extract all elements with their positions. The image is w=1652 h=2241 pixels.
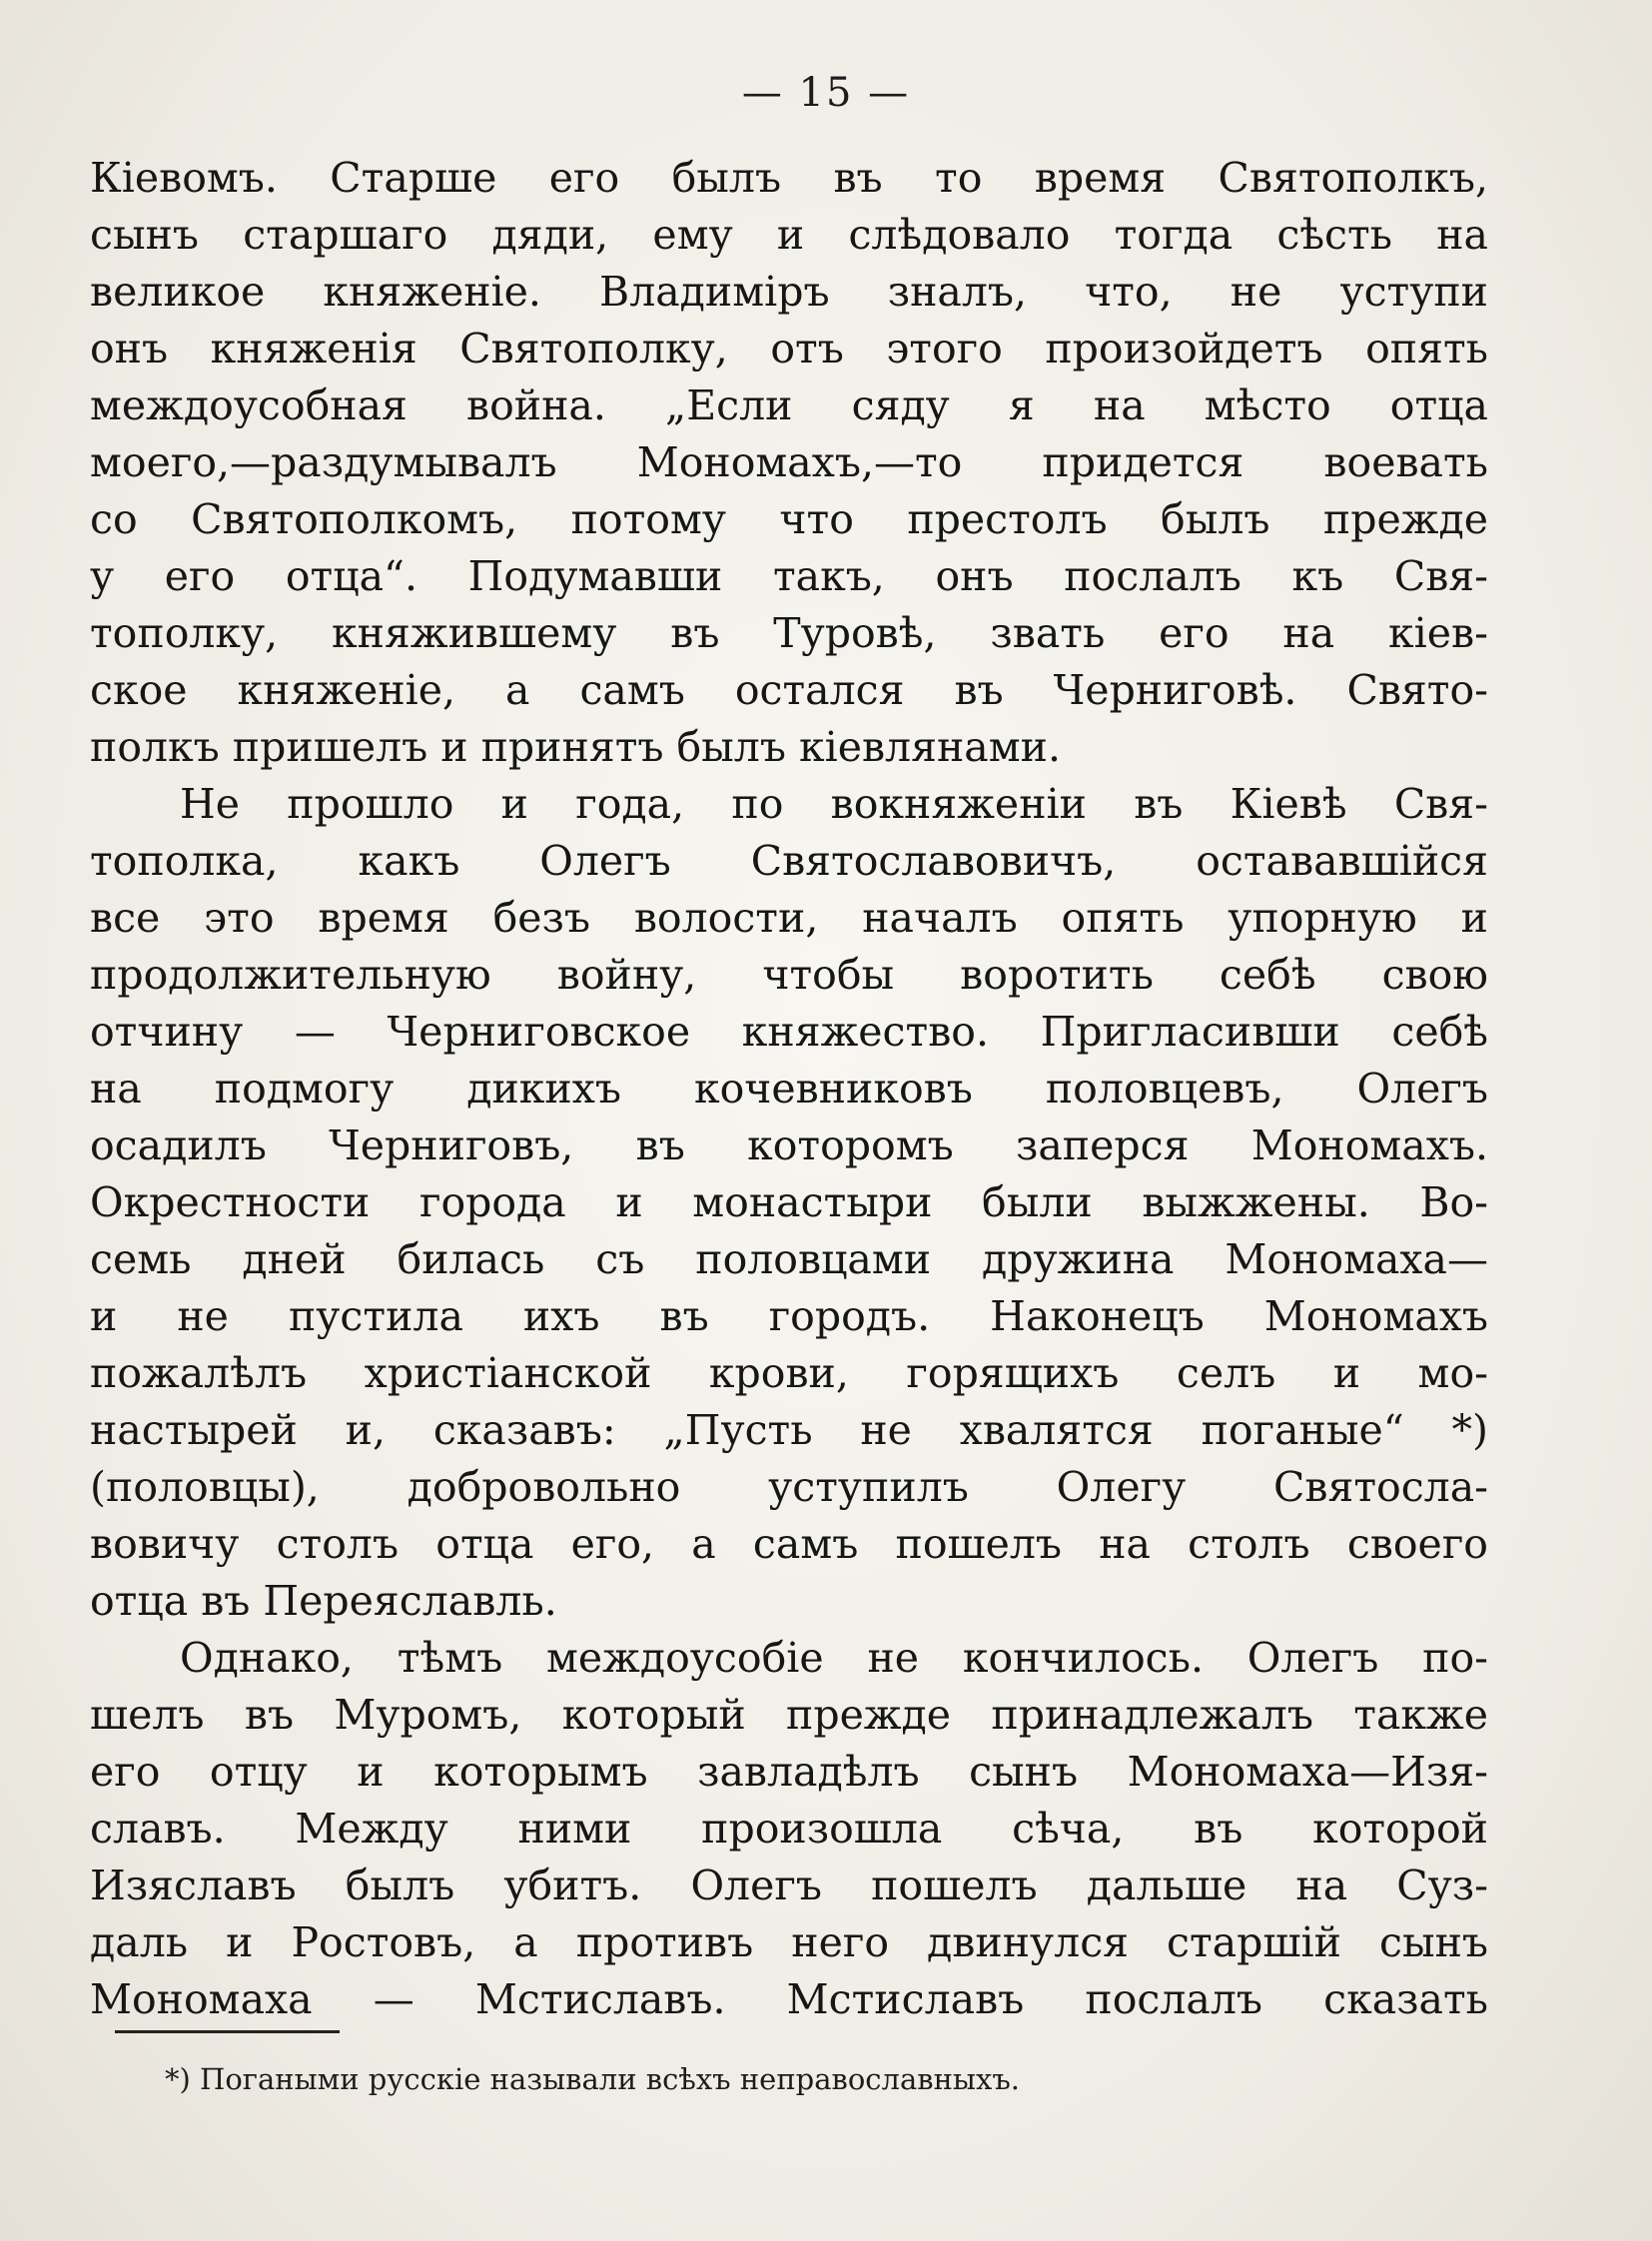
body-text (90, 150, 1488, 2028)
paragraph-1 (90, 150, 1488, 776)
text-line: отчину — Черниговское княжество. Пригласивши себѣ (90, 1008, 1488, 1056)
text-line: продолжительную войну, чтобы воротить себѣ свою (90, 951, 1488, 999)
footnote-divider (115, 2030, 340, 2033)
text-line: онъ княженія Святополку, отъ этого произойдетъ опять (90, 325, 1488, 373)
paragraph-2 (90, 776, 1488, 1630)
text-line: пожалѣлъ христіанской крови, горящихъ селъ и мо- (90, 1349, 1488, 1397)
text-line: Не прошло и года, по вокняженіи въ Кіевѣ Свя- (180, 780, 1488, 828)
text-line: тополку, княжившему въ Туровѣ, звать его на кіев- (90, 609, 1488, 657)
text-line: междоусобная война. „Если сяду я на мѣсто отца (90, 381, 1488, 429)
text-line: шелъ въ Муромъ, который прежде принадлежалъ также (90, 1691, 1488, 1739)
text-line: полкъ пришелъ и принятъ былъ кіевлянами. (90, 723, 1061, 771)
text-line: на подмогу дикихъ кочевниковъ половцевъ, Олегъ (90, 1065, 1488, 1113)
text-line: ское княженіе, а самъ остался въ Черниговѣ. Свято- (90, 666, 1488, 714)
text-line: Однако, тѣмъ междоусобіе не кончилось. Олегъ по- (180, 1634, 1488, 1682)
text-line: семь дней билась съ половцами дружина Мономаха— (90, 1235, 1488, 1283)
text-line: вовичу столъ отца его, а самъ пошелъ на столъ своего (90, 1520, 1488, 1568)
text-line: сынъ старшаго дяди, ему и слѣдовало тогда сѣсть на (90, 211, 1488, 259)
text-line: его отцу и которымъ завладѣлъ сынъ Мономаха—Изя- (90, 1748, 1488, 1796)
text-line: тополка, какъ Олегъ Святославовичъ, остававшійся (90, 837, 1488, 885)
text-line: все это время безъ волости, началъ опять упорную и (90, 894, 1488, 942)
text-line: Мономаха — Мстиславъ. Мстиславъ послалъ сказать (90, 1975, 1488, 2023)
text-line: великое княженіе. Владиміръ зналъ, что, не уступи (90, 268, 1488, 316)
text-line: осадилъ Черниговъ, въ которомъ заперся Мономахъ. (90, 1121, 1488, 1169)
text-line: у его отца“. Подумавши такъ, онъ послалъ къ Свя- (90, 552, 1488, 600)
text-line: (половцы), добровольно уступилъ Олегу Святосла- (90, 1463, 1488, 1511)
text-line: Окрестности города и монастыри были выжжены. Во- (90, 1178, 1488, 1226)
text-line: славъ. Между ними произошла сѣча, въ которой (90, 1805, 1488, 1853)
text-line: моего,—раздумывалъ Мономахъ,—то придется воевать (90, 438, 1488, 486)
paragraph-3 (90, 1630, 1488, 2028)
text-line: даль и Ростовъ, а противъ него двинулся старшій сынъ (90, 1918, 1488, 1966)
text-line: настырей и, сказавъ: „Пусть не хвалятся поганые“ *) (90, 1406, 1488, 1454)
page-number: — 15 — (741, 70, 911, 116)
text-line: отца въ Переяславль. (90, 1577, 557, 1625)
text-line: Изяславъ былъ убитъ. Олегъ пошелъ дальше на Суз- (90, 1862, 1488, 1909)
text-line: Кіевомъ. Старше его былъ въ то время Святополкъ, (90, 154, 1488, 202)
text-line: и не пустила ихъ въ городъ. Наконецъ Мономахъ (90, 1292, 1488, 1340)
text-line: со Святополкомъ, потому что престолъ былъ прежде (90, 495, 1488, 543)
footnote: *) Погаными русскіе называли всѣхъ неправославныхъ. (165, 2062, 1021, 2096)
